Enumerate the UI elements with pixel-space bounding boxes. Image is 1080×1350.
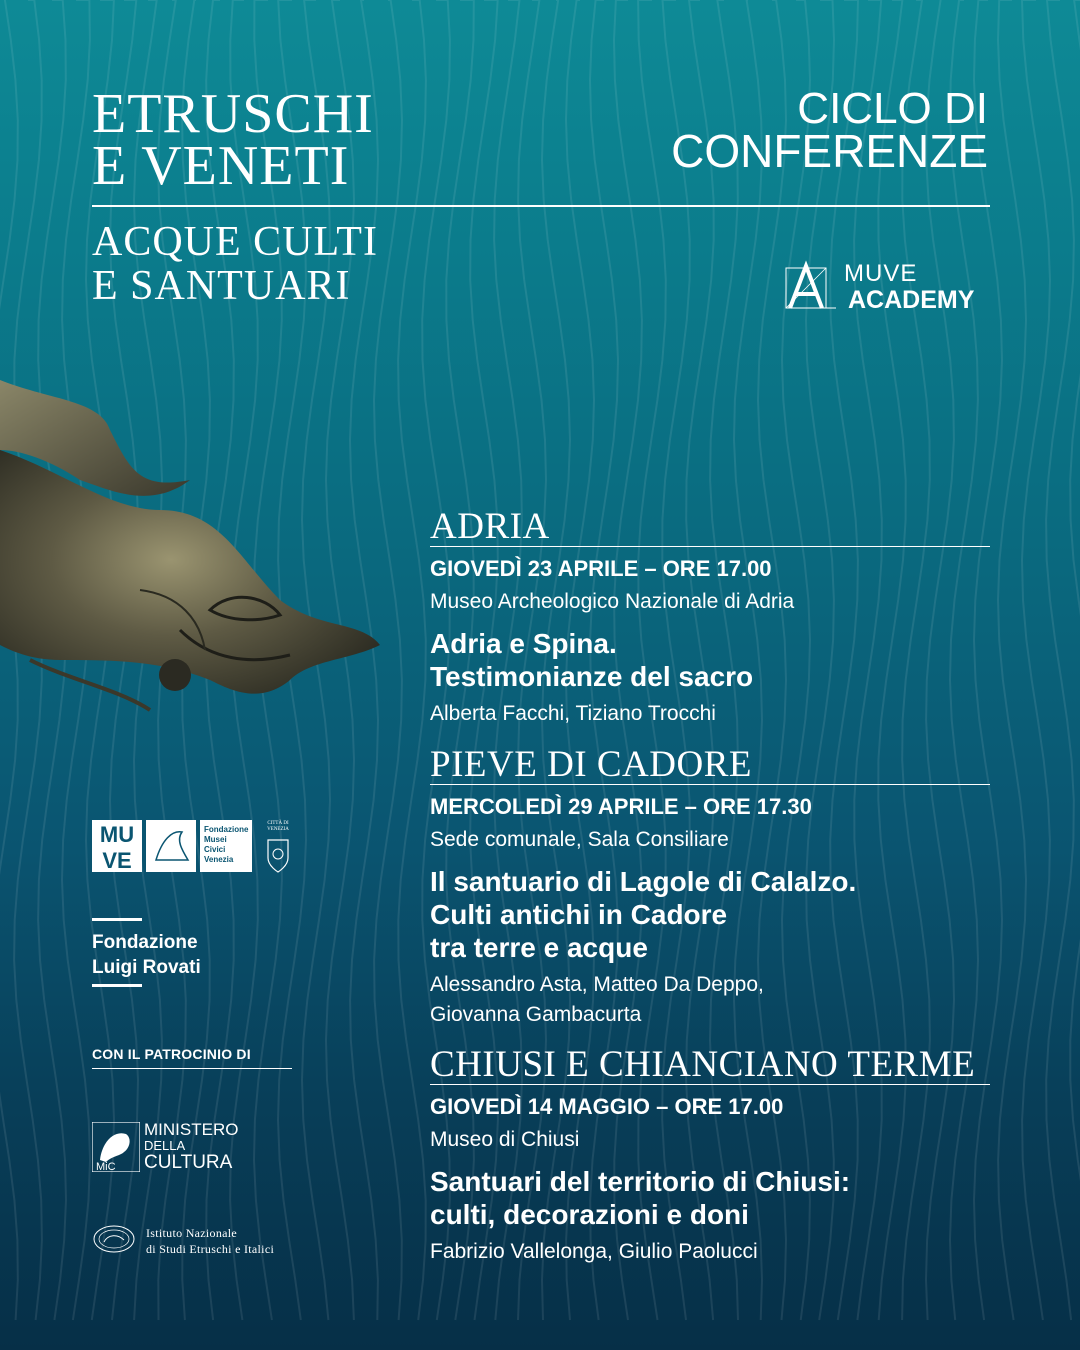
event-chiusi-chianciano	[430, 1046, 990, 1267]
rovati-rule-top	[92, 918, 142, 921]
istituto-seal-icon	[92, 1224, 136, 1254]
svg-text:Venezia: Venezia	[204, 855, 234, 864]
ministero-cultura-logo	[92, 1120, 262, 1176]
ministero-line-2: DELLA	[144, 1138, 186, 1153]
series-label	[671, 84, 988, 177]
event-city: ADRIA	[430, 508, 990, 547]
event-speakers: Fabrizio Vallelonga, Giulio Paolucci	[430, 1240, 758, 1263]
talk-line-1: Adria e Spina.	[430, 628, 617, 659]
event-talk-title	[430, 627, 990, 693]
patronage-divider	[92, 1068, 292, 1069]
speakers-line-1: Alessandro Asta, Matteo Da Deppo,	[430, 973, 764, 996]
header-divider	[92, 205, 990, 207]
svg-text:VE: VE	[102, 848, 132, 872]
event-date: MERCOLEDÌ 29 APRILE – ORE 17.30	[430, 794, 812, 819]
series-line-1: CICLO DI	[797, 84, 988, 133]
event-talk-title	[430, 865, 990, 964]
event-venue: Museo di Chiusi	[430, 1128, 580, 1151]
istituto-studi-etruschi-logo	[92, 1222, 302, 1262]
svg-text:MU: MU	[99, 822, 135, 847]
talk-line-2: Culti antichi in Cadore	[430, 899, 728, 930]
ministero-line-3: CULTURA	[144, 1152, 233, 1173]
talk-line-2: culti, decorazioni e doni	[430, 1199, 749, 1230]
rovati-line-2: Luigi Rovati	[92, 957, 201, 978]
talk-line-3: tra terre e acque	[430, 932, 648, 963]
citta-di-venezia-crest-icon	[262, 818, 294, 874]
talk-line-1: Il santuario di Lagole di Calalzo.	[430, 866, 857, 897]
academy-academy-text: ACADEMY	[848, 286, 975, 314]
exhibition-subtitle	[92, 220, 432, 308]
muve-fondazione-logo	[92, 820, 252, 872]
event-talk-title	[430, 1165, 990, 1231]
rovati-rule-bottom	[92, 984, 142, 987]
event-date: GIOVEDÌ 23 APRILE – ORE 17.00	[430, 556, 772, 581]
rovati-line-1: Fondazione	[92, 932, 198, 953]
event-speakers: Alberta Facchi, Tiziano Trocchi	[430, 702, 716, 725]
subtitle-line-1: ACQUE CULTI	[92, 219, 378, 265]
event-venue: Museo Archeologico Nazionale di Adria	[430, 590, 795, 613]
event-speakers	[430, 970, 990, 1030]
bronze-dolphin-artifact-image	[0, 360, 390, 740]
svg-text:Fondazione: Fondazione	[204, 825, 249, 834]
istituto-line-1: Istituto Nazionale	[146, 1226, 238, 1240]
fondazione-rovati-logo	[92, 930, 201, 980]
mic-text: MiC	[96, 1161, 116, 1172]
patronage-label: CON IL PATROCINIO DI	[92, 1046, 251, 1062]
speakers-line-2: Giovanna Gambacurta	[430, 1003, 642, 1026]
event-adria	[430, 508, 990, 729]
event-date: GIOVEDÌ 14 MAGGIO – ORE 17.00	[430, 1094, 784, 1119]
mic-head-icon	[92, 1122, 140, 1172]
title-line-2: E VENETI	[92, 135, 350, 197]
talk-line-1: Santuari del territorio di Chiusi:	[430, 1166, 851, 1197]
svg-text:CITTÀ DI: CITTÀ DI	[267, 821, 289, 826]
exhibition-title	[92, 83, 412, 197]
academy-monogram-icon	[784, 260, 838, 314]
title-line-1: ETRUSCHI	[92, 83, 374, 145]
event-venue: Sede comunale, Sala Consiliare	[430, 828, 729, 851]
ministero-line-1: MINISTERO	[144, 1120, 239, 1139]
svg-text:VENEZIA: VENEZIA	[267, 827, 289, 832]
event-pieve-di-cadore	[430, 746, 990, 1030]
muve-academy-logo	[784, 258, 994, 318]
subtitle-line-2: E SANTUARI	[92, 263, 351, 309]
talk-line-2: Testimonianze del sacro	[430, 661, 754, 692]
svg-text:Civici: Civici	[204, 845, 226, 854]
svg-text:Musei: Musei	[204, 835, 227, 844]
event-city: CHIUSI E CHIANCIANO TERME	[430, 1046, 990, 1085]
academy-muve-text: MUVE	[844, 260, 918, 287]
istituto-line-2: di Studi Etruschi e Italici	[146, 1242, 275, 1256]
series-line-2: CONFERENZE	[671, 125, 988, 177]
event-city: PIEVE DI CADORE	[430, 746, 990, 785]
